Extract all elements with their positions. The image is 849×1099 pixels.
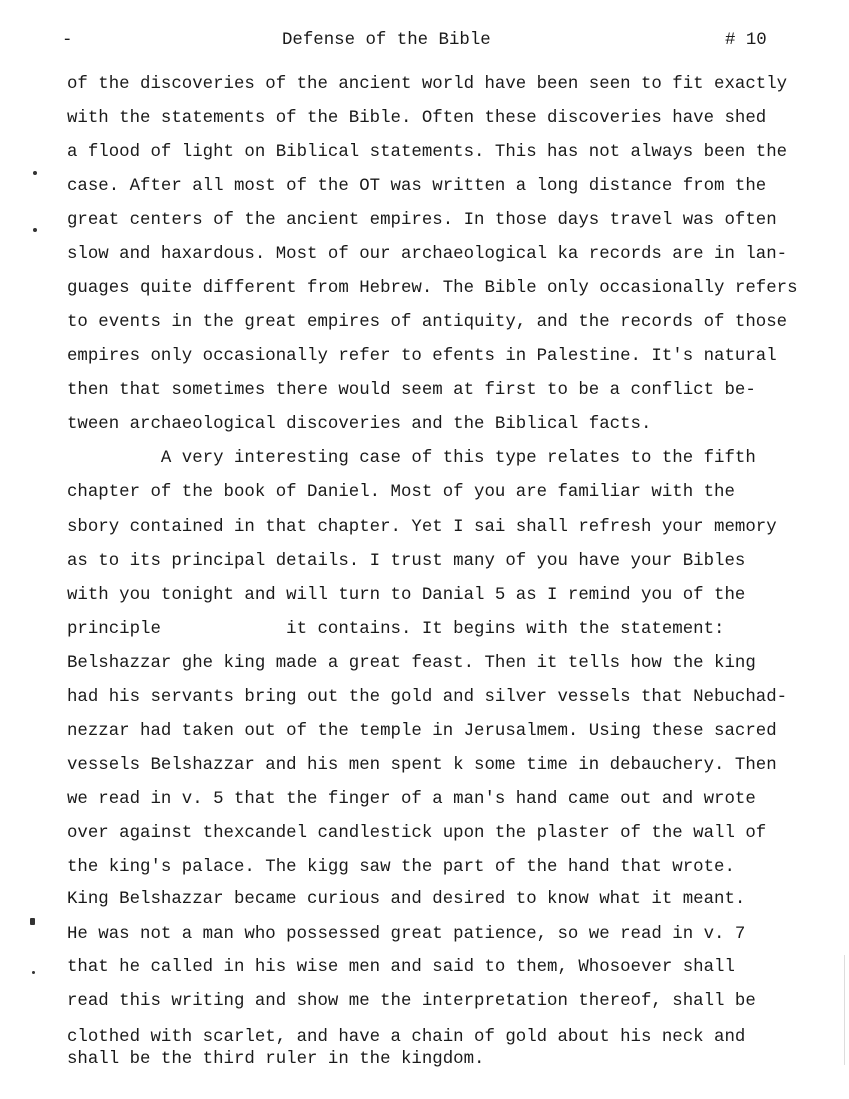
text-line: principle it contains. It begins with the statement: (67, 620, 725, 639)
text-line: King Belshazzar became curious and desired to know what it meant. (67, 890, 746, 909)
margin-mark (32, 971, 35, 974)
text-line: He was not a man who possessed great patience, so we read in v. 7 (67, 925, 746, 944)
text-line: then that sometimes there would seem at first to be a conflict be- (67, 381, 756, 400)
text-line: of the discoveries of the ancient world have been seen to fit exactly (67, 75, 788, 94)
text-line: had his servants bring out the gold and silver vessels that Nebuchad- (67, 688, 788, 707)
text-line: as to its principal details. I trust many of you have your Bibles (67, 552, 746, 571)
header-dash: - (62, 31, 73, 50)
text-line: empires only occasionally refer to efents in Palestine. It's natural (67, 347, 777, 366)
text-line: case. After all most of the OT was written a long distance from the (67, 177, 767, 196)
text-line: shall be the third ruler in the kingdom. (67, 1050, 485, 1069)
page-title: Defense of the Bible (282, 31, 491, 50)
text-line: slow and haxardous. Most of our archaeological ka records are in lan- (67, 245, 788, 264)
text-line: guages quite different from Hebrew. The Bible only occasionally refers (67, 279, 798, 298)
text-line: Belshazzar ghe king made a great feast. Then it tells how the king (67, 654, 756, 673)
page-number: # 10 (725, 31, 767, 50)
text-line: great centers of the ancient empires. In those days travel was often (67, 211, 777, 230)
text-line: A very interesting case of this type relates to the fifth (67, 449, 756, 468)
text-line: read this writing and show me the interpretation thereof, shall be (67, 992, 756, 1011)
text-line: to events in the great empires of antiquity, and the records of those (67, 313, 788, 332)
margin-mark (33, 228, 37, 232)
text-line: vessels Belshazzar and his men spent k some time in debauchery. Then (67, 756, 777, 775)
text-line: over against thexcandel candlestick upon the plaster of the wall of (67, 824, 767, 843)
text-line: a flood of light on Biblical statements. This has not always been the (67, 143, 788, 162)
page-edge (844, 955, 845, 1065)
text-line: nezzar had taken out of the temple in Jerusalmem. Using these sacred (67, 722, 777, 741)
text-line: clothed with scarlet, and have a chain of gold about his neck and (67, 1028, 746, 1047)
text-line: chapter of the book of Daniel. Most of you are familiar with the (67, 483, 735, 502)
text-line: the king's palace. The kigg saw the part of the hand that wrote. (67, 858, 735, 877)
margin-mark (33, 171, 37, 175)
text-line: we read in v. 5 that the finger of a man's hand came out and wrote (67, 790, 756, 809)
text-line: that he called in his wise men and said to them, Whosoever shall (67, 958, 735, 977)
text-line: tween archaeological discoveries and the Biblical facts. (67, 415, 652, 434)
text-line: with you tonight and will turn to Danial 5 as I remind you of the (67, 586, 746, 605)
margin-mark (30, 918, 35, 925)
text-line: with the statements of the Bible. Often these discoveries have shed (67, 109, 767, 128)
text-line: sbory contained in that chapter. Yet I sai shall refresh your memory (67, 518, 777, 537)
